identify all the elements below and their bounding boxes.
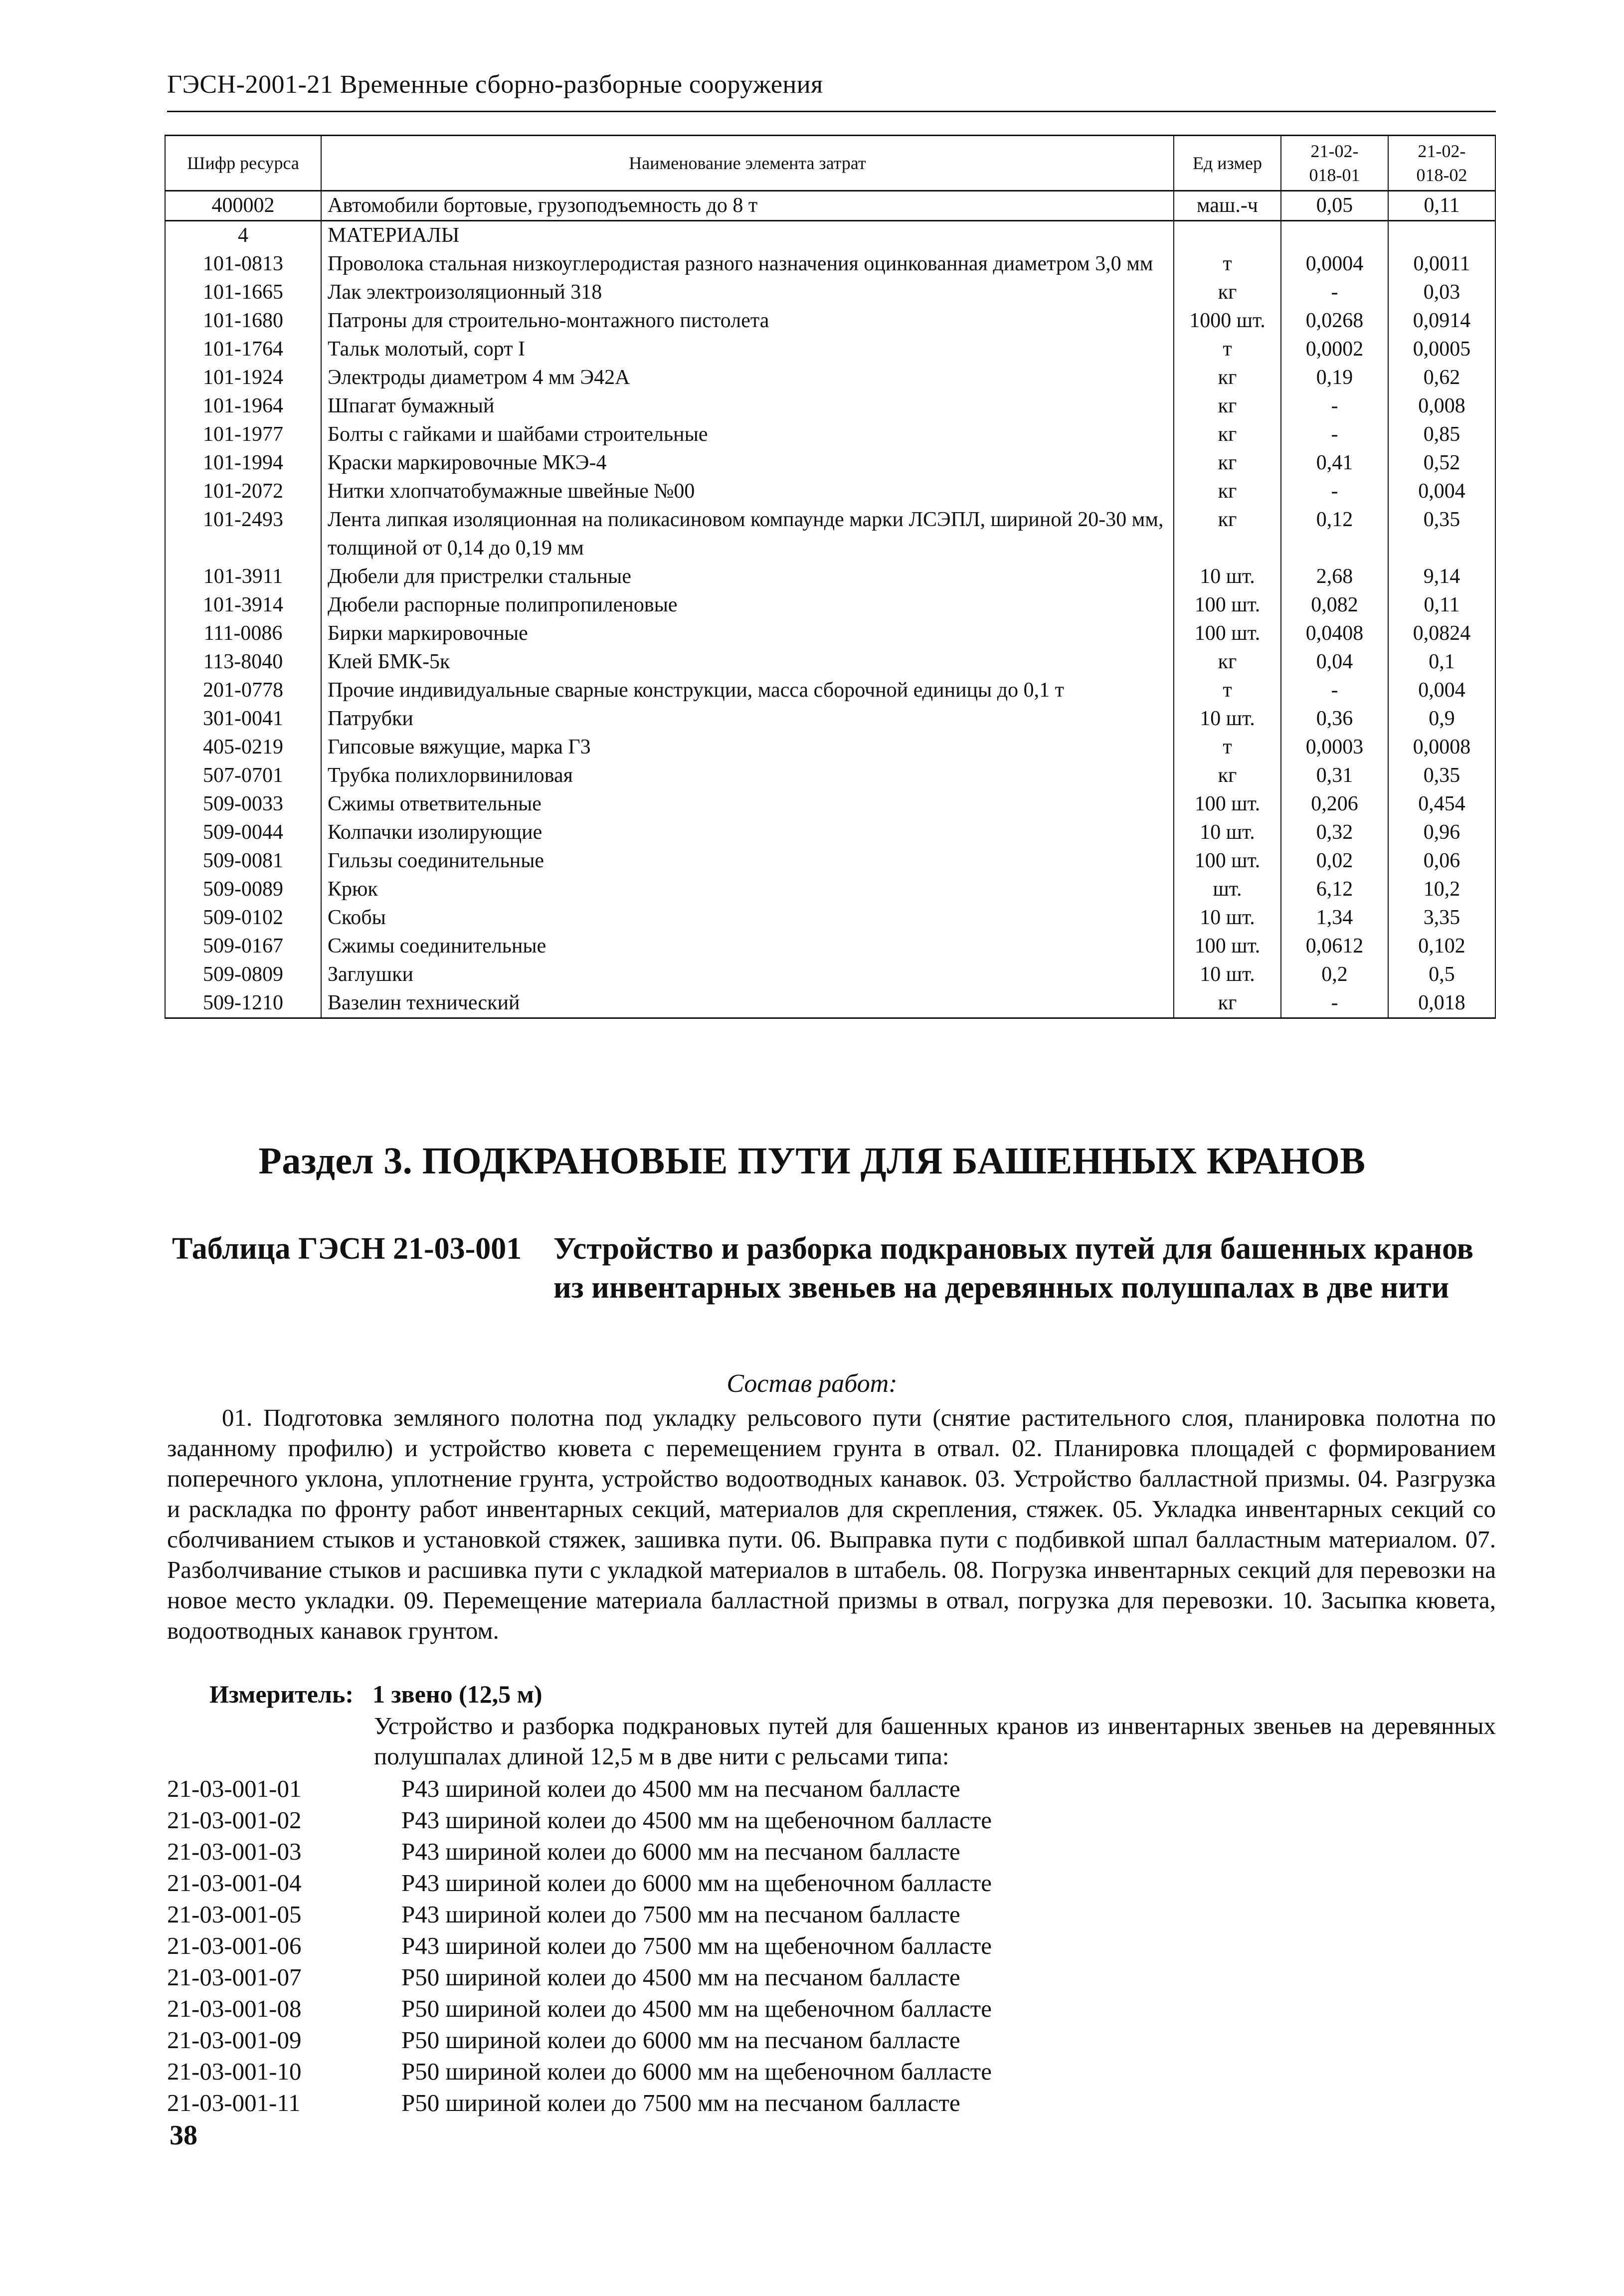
cell-name: Дюбели распорные полипропиленовые xyxy=(321,591,1174,619)
cell-norm-02: 10,2 xyxy=(1388,875,1495,904)
cell-unit: кг xyxy=(1174,506,1281,563)
table-row xyxy=(165,278,1495,307)
cell-norm-01: 0,206 xyxy=(1281,790,1388,818)
table-row xyxy=(165,392,1495,420)
table-row xyxy=(165,989,1495,1018)
list-item xyxy=(167,1804,1496,1836)
cell-code: 509-0809 xyxy=(165,960,321,989)
cell-norm-01: 0,12 xyxy=(1281,506,1388,563)
norms-intro: Устройство и разборка подкрановых путей для башенных кранов из инвентарных звеньев на деревянных полушпалах длиной 12,5 м в две нити с рельсами типа: xyxy=(374,1712,1496,1770)
table-caption xyxy=(172,1229,1518,1307)
table-row xyxy=(165,875,1495,904)
cell-unit: 10 шт. xyxy=(1174,904,1281,932)
list-item xyxy=(167,2056,1496,2087)
cell-code: 101-1964 xyxy=(165,392,321,420)
col-header-code: Шифр ресурса xyxy=(165,136,321,191)
measure-label: Измеритель: xyxy=(209,1680,354,1708)
norm-code: 21-03-001-08 xyxy=(167,1995,302,2022)
cell-code: 4 xyxy=(165,221,321,250)
cell-name: Скобы xyxy=(321,904,1174,932)
table-row xyxy=(165,335,1495,364)
cell-norm-01: 0,0612 xyxy=(1281,932,1388,960)
cell-norm-02: 0,1 xyxy=(1388,648,1495,676)
norms-list xyxy=(167,1773,1496,2118)
cell-name: Проволока стальная низкоуглеродистая разного назначения оцинкованная диаметром 3,0 мм xyxy=(321,250,1174,278)
cell-norm-01: 0,05 xyxy=(1281,191,1388,221)
norm-text: Р43 шириной колеи до 4500 мм на песчаном балласте xyxy=(401,1775,960,1802)
cell-norm-01: 0,2 xyxy=(1281,960,1388,989)
table-row xyxy=(165,420,1495,449)
cell-norm-01: - xyxy=(1281,420,1388,449)
table-row xyxy=(165,191,1495,221)
cell-norm-02: 0,62 xyxy=(1388,364,1495,392)
table-row xyxy=(165,847,1495,875)
cell-norm-01: 0,0002 xyxy=(1281,335,1388,364)
col-header-norm-01: 21-02- 018-01 xyxy=(1281,136,1388,191)
cell-unit: кг xyxy=(1174,648,1281,676)
table-caption-lead: Таблица ГЭСН 21-03-001 xyxy=(172,1232,522,1266)
cell-code: 111-0086 xyxy=(165,619,321,648)
list-item xyxy=(167,1899,1496,1930)
norm-text: Р43 шириной колеи до 7500 мм на щебеночном балласте xyxy=(401,1932,992,1959)
cell-name: Автомобили бортовые, грузоподъемность до 8 т xyxy=(321,191,1174,221)
norm-code: 21-03-001-06 xyxy=(167,1932,302,1959)
measure-line xyxy=(209,1680,542,1709)
cell-norm-01: 0,0003 xyxy=(1281,733,1388,762)
cell-unit: кг xyxy=(1174,762,1281,790)
cell-norm-01: - xyxy=(1281,989,1388,1018)
cell-name: Гипсовые вяжущие, марка Г3 xyxy=(321,733,1174,762)
cell-code: 400002 xyxy=(165,191,321,221)
cell-unit: кг xyxy=(1174,477,1281,506)
cell-code: 101-1680 xyxy=(165,307,321,335)
cell-norm-01: 0,36 xyxy=(1281,705,1388,733)
works-text: 01. Подготовка земляного полотна под укладку рельсового пути (снятие растительного слоя, планировка полотна по заданному профилю) и устройство кювета с перемещением грунта в отвал. 02. Планировка площадей с формированием поперечного уклона, уплотнение грунта, устройство водоотводных канавок. 03. Устройство балластной призмы. 04. Разгрузка и раскладка по фронту работ инвентарных секций, материалов для скрепления, стяжек. 05. Укладка инвентарных секций со сболчиванием стыков и установкой стяжек, зашивка пути. 06. Выправка пути с подбивкой шпал балластным материалом. 07. Разболчивание стыков и расшивка пути с укладкой материалов в штабель. 08. Погрузка инвентарных секций для перевозки на новое место укладки. 09. Перемещение материала балластной призмы в отвал, погрузка для перевозки. 10. Засыпка кювета, водоотводных канавок грунтом. xyxy=(167,1404,1496,1644)
table-row xyxy=(165,818,1495,847)
cell-name: Прочие индивидуальные сварные конструкции, масса сборочной единицы до 0,1 т xyxy=(321,676,1174,705)
cell-code: 509-0167 xyxy=(165,932,321,960)
cell-norm-02: 9,14 xyxy=(1388,563,1495,591)
cell-norm-01: 1,34 xyxy=(1281,904,1388,932)
cell-norm-02: 0,96 xyxy=(1388,818,1495,847)
header-rule xyxy=(167,111,1496,112)
cell-norm-02: 0,0005 xyxy=(1388,335,1495,364)
table-row xyxy=(165,648,1495,676)
cell-code: 509-0044 xyxy=(165,818,321,847)
cell-norm-01: - xyxy=(1281,676,1388,705)
cell-norm-02 xyxy=(1388,221,1495,250)
norm-text: Р50 шириной колеи до 4500 мм на песчаном балласте xyxy=(401,1963,960,1991)
cell-unit: 10 шт. xyxy=(1174,563,1281,591)
cell-norm-02: 0,004 xyxy=(1388,477,1495,506)
table-row xyxy=(165,364,1495,392)
norm-text: Р43 шириной колеи до 4500 мм на щебеночном балласте xyxy=(401,1806,992,1834)
page-number: 38 xyxy=(170,2120,197,2151)
table-row xyxy=(165,477,1495,506)
cell-unit: 100 шт. xyxy=(1174,932,1281,960)
cell-code: 509-1210 xyxy=(165,989,321,1018)
table-row xyxy=(165,932,1495,960)
cell-norm-01: 0,02 xyxy=(1281,847,1388,875)
cell-code: 405-0219 xyxy=(165,733,321,762)
cell-name: Тальк молотый, сорт I xyxy=(321,335,1174,364)
cell-name: Патроны для строительно-монтажного пистолета xyxy=(321,307,1174,335)
cell-unit: 1000 шт. xyxy=(1174,307,1281,335)
cell-norm-01: 0,0268 xyxy=(1281,307,1388,335)
cell-code: 509-0033 xyxy=(165,790,321,818)
cell-name: Сжимы ответвительные xyxy=(321,790,1174,818)
cell-norm-02: 0,11 xyxy=(1388,191,1495,221)
table-row xyxy=(165,733,1495,762)
cell-unit: т xyxy=(1174,335,1281,364)
cell-unit: кг xyxy=(1174,364,1281,392)
cell-norm-02: 0,03 xyxy=(1388,278,1495,307)
cell-code: 101-1977 xyxy=(165,420,321,449)
list-item xyxy=(167,1773,1496,1804)
list-item xyxy=(167,1961,1496,1993)
cell-code: 509-0089 xyxy=(165,875,321,904)
norm-code: 21-03-001-05 xyxy=(167,1901,302,1928)
cell-unit: 10 шт. xyxy=(1174,818,1281,847)
cell-name: Колпачки изолирующие xyxy=(321,818,1174,847)
norm-text: Р50 шириной колеи до 7500 мм на песчаном балласте xyxy=(401,2089,960,2116)
cell-name: Вазелин технический xyxy=(321,989,1174,1018)
norm-code: 21-03-001-10 xyxy=(167,2058,302,2085)
cell-norm-01: 0,0004 xyxy=(1281,250,1388,278)
table-row xyxy=(165,960,1495,989)
cell-norm-02: 0,102 xyxy=(1388,932,1495,960)
cell-code: 113-8040 xyxy=(165,648,321,676)
cell-unit: кг xyxy=(1174,420,1281,449)
cell-norm-01: - xyxy=(1281,392,1388,420)
cell-norm-01: 0,04 xyxy=(1281,648,1388,676)
cell-unit: кг xyxy=(1174,449,1281,477)
norm-code: 21-03-001-07 xyxy=(167,1963,302,1991)
table-caption-text: Устройство и разборка подкрановых путей для башенных кранов из инвентарных звеньев на деревянных полушпалах в две нити xyxy=(553,1232,1474,1305)
cell-norm-02: 0,35 xyxy=(1388,506,1495,563)
table-row xyxy=(165,563,1495,591)
cell-norm-02: 0,0011 xyxy=(1388,250,1495,278)
cell-code: 101-1665 xyxy=(165,278,321,307)
cell-norm-01: - xyxy=(1281,278,1388,307)
cell-norm-01: - xyxy=(1281,477,1388,506)
list-item xyxy=(167,1867,1496,1899)
table-row xyxy=(165,591,1495,619)
cell-norm-02: 0,5 xyxy=(1388,960,1495,989)
table-row xyxy=(165,705,1495,733)
list-item xyxy=(167,1993,1496,2024)
list-item xyxy=(167,1930,1496,1961)
cell-unit: кг xyxy=(1174,392,1281,420)
cell-code: 201-0778 xyxy=(165,676,321,705)
cell-unit: 100 шт. xyxy=(1174,591,1281,619)
norm-text: Р50 шириной колеи до 6000 мм на песчаном балласте xyxy=(401,2026,960,2054)
norm-text: Р43 шириной колеи до 6000 мм на щебеночном балласте xyxy=(401,1869,992,1897)
col-header-norm-02: 21-02- 018-02 xyxy=(1388,136,1495,191)
table-row xyxy=(165,762,1495,790)
cell-name: Лак электроизоляционный 318 xyxy=(321,278,1174,307)
section-title: Раздел 3. ПОДКРАНОВЫЕ ПУТИ ДЛЯ БАШЕННЫХ КРАНОВ xyxy=(258,1140,1366,1182)
cell-name: Сжимы соединительные xyxy=(321,932,1174,960)
cell-norm-02: 0,008 xyxy=(1388,392,1495,420)
cell-unit: кг xyxy=(1174,989,1281,1018)
cell-norm-02: 0,9 xyxy=(1388,705,1495,733)
cell-name: Заглушки xyxy=(321,960,1174,989)
cell-code: 101-3914 xyxy=(165,591,321,619)
cell-name: Лента липкая изоляционная на поликасиновом компаунде марки ЛСЭПЛ, шириной 20-30 мм, толщиной от 0,14 до 0,19 мм xyxy=(321,506,1174,563)
table-row xyxy=(165,676,1495,705)
cell-name: Бирки маркировочные xyxy=(321,619,1174,648)
table-row xyxy=(165,250,1495,278)
table-row xyxy=(165,307,1495,335)
cell-norm-02: 0,35 xyxy=(1388,762,1495,790)
cell-unit xyxy=(1174,221,1281,250)
works-heading: Состав работ: xyxy=(726,1369,898,1398)
cell-norm-01: 0,41 xyxy=(1281,449,1388,477)
cell-name: Электроды диаметром 4 мм Э42А xyxy=(321,364,1174,392)
cell-unit: кг xyxy=(1174,278,1281,307)
resource-table-body xyxy=(165,191,1495,1018)
cell-norm-02: 0,0824 xyxy=(1388,619,1495,648)
cell-norm-02: 0,018 xyxy=(1388,989,1495,1018)
cell-norm-01: 0,31 xyxy=(1281,762,1388,790)
norm-code: 21-03-001-09 xyxy=(167,2026,302,2054)
cell-code: 101-0813 xyxy=(165,250,321,278)
cell-code: 101-3911 xyxy=(165,563,321,591)
cell-unit: 100 шт. xyxy=(1174,619,1281,648)
table-row xyxy=(165,904,1495,932)
cell-name: МАТЕРИАЛЫ xyxy=(321,221,1174,250)
cell-norm-01: 0,19 xyxy=(1281,364,1388,392)
cell-code: 101-2072 xyxy=(165,477,321,506)
cell-norm-01: 0,0408 xyxy=(1281,619,1388,648)
cell-norm-02: 0,52 xyxy=(1388,449,1495,477)
resource-table xyxy=(165,135,1496,1019)
norm-code: 21-03-001-04 xyxy=(167,1869,302,1897)
list-item xyxy=(167,1836,1496,1867)
cell-unit: шт. xyxy=(1174,875,1281,904)
list-item xyxy=(167,2024,1496,2056)
table-row xyxy=(165,619,1495,648)
table-row xyxy=(165,221,1495,250)
cell-name: Краски маркировочные МКЭ-4 xyxy=(321,449,1174,477)
norm-code: 21-03-001-01 xyxy=(167,1775,302,1802)
cell-norm-02: 3,35 xyxy=(1388,904,1495,932)
cell-unit: 100 шт. xyxy=(1174,790,1281,818)
cell-name: Болты с гайками и шайбами строительные xyxy=(321,420,1174,449)
table-row xyxy=(165,449,1495,477)
cell-unit: т xyxy=(1174,250,1281,278)
table-row xyxy=(165,506,1495,563)
cell-norm-02: 0,004 xyxy=(1388,676,1495,705)
cell-norm-01 xyxy=(1281,221,1388,250)
cell-unit: т xyxy=(1174,676,1281,705)
cell-name: Гильзы соединительные xyxy=(321,847,1174,875)
cell-name: Дюбели для пристрелки стальные xyxy=(321,563,1174,591)
cell-norm-02: 0,85 xyxy=(1388,420,1495,449)
cell-name: Клей БМК-5к xyxy=(321,648,1174,676)
cell-unit: 10 шт. xyxy=(1174,705,1281,733)
cell-code: 301-0041 xyxy=(165,705,321,733)
norm-text: Р43 шириной колеи до 7500 мм на песчаном балласте xyxy=(401,1901,960,1928)
cell-unit: 100 шт. xyxy=(1174,847,1281,875)
cell-code: 509-0081 xyxy=(165,847,321,875)
norm-text: Р43 шириной колеи до 6000 мм на песчаном балласте xyxy=(401,1838,960,1865)
cell-code: 101-1764 xyxy=(165,335,321,364)
cell-code: 101-1994 xyxy=(165,449,321,477)
cell-code: 101-1924 xyxy=(165,364,321,392)
table-row xyxy=(165,790,1495,818)
norm-code: 21-03-001-02 xyxy=(167,1806,302,1834)
cell-norm-01: 0,32 xyxy=(1281,818,1388,847)
running-header: ГЭСН-2001-21 Временные сборно-разборные сооружения xyxy=(167,70,823,99)
cell-norm-01: 2,68 xyxy=(1281,563,1388,591)
cell-code: 507-0701 xyxy=(165,762,321,790)
cell-code: 101-2493 xyxy=(165,506,321,563)
cell-name: Патрубки xyxy=(321,705,1174,733)
cell-unit: маш.-ч xyxy=(1174,191,1281,221)
norm-code: 21-03-001-03 xyxy=(167,1838,302,1865)
cell-norm-01: 0,082 xyxy=(1281,591,1388,619)
cell-norm-02: 0,0008 xyxy=(1388,733,1495,762)
cell-norm-01: 6,12 xyxy=(1281,875,1388,904)
cell-norm-02: 0,0914 xyxy=(1388,307,1495,335)
cell-name: Трубка полихлорвиниловая xyxy=(321,762,1174,790)
table-header-row xyxy=(165,136,1495,191)
cell-name: Крюк xyxy=(321,875,1174,904)
cell-unit: 10 шт. xyxy=(1174,960,1281,989)
cell-norm-02: 0,11 xyxy=(1388,591,1495,619)
cell-norm-02: 0,06 xyxy=(1388,847,1495,875)
cell-name: Шпагат бумажный xyxy=(321,392,1174,420)
list-item xyxy=(167,2087,1496,2118)
measure-value: 1 звено (12,5 м) xyxy=(372,1680,542,1708)
cell-code: 509-0102 xyxy=(165,904,321,932)
norm-code: 21-03-001-11 xyxy=(167,2089,301,2116)
cell-norm-02: 0,454 xyxy=(1388,790,1495,818)
col-header-name: Наименование элемента затрат xyxy=(321,136,1174,191)
cell-name: Нитки хлопчатобумажные швейные №00 xyxy=(321,477,1174,506)
col-header-unit: Ед измер xyxy=(1174,136,1281,191)
norm-text: Р50 шириной колеи до 4500 мм на щебеночном балласте xyxy=(401,1995,992,2022)
cell-unit: т xyxy=(1174,733,1281,762)
norm-text: Р50 шириной колеи до 6000 мм на щебеночном балласте xyxy=(401,2058,992,2085)
